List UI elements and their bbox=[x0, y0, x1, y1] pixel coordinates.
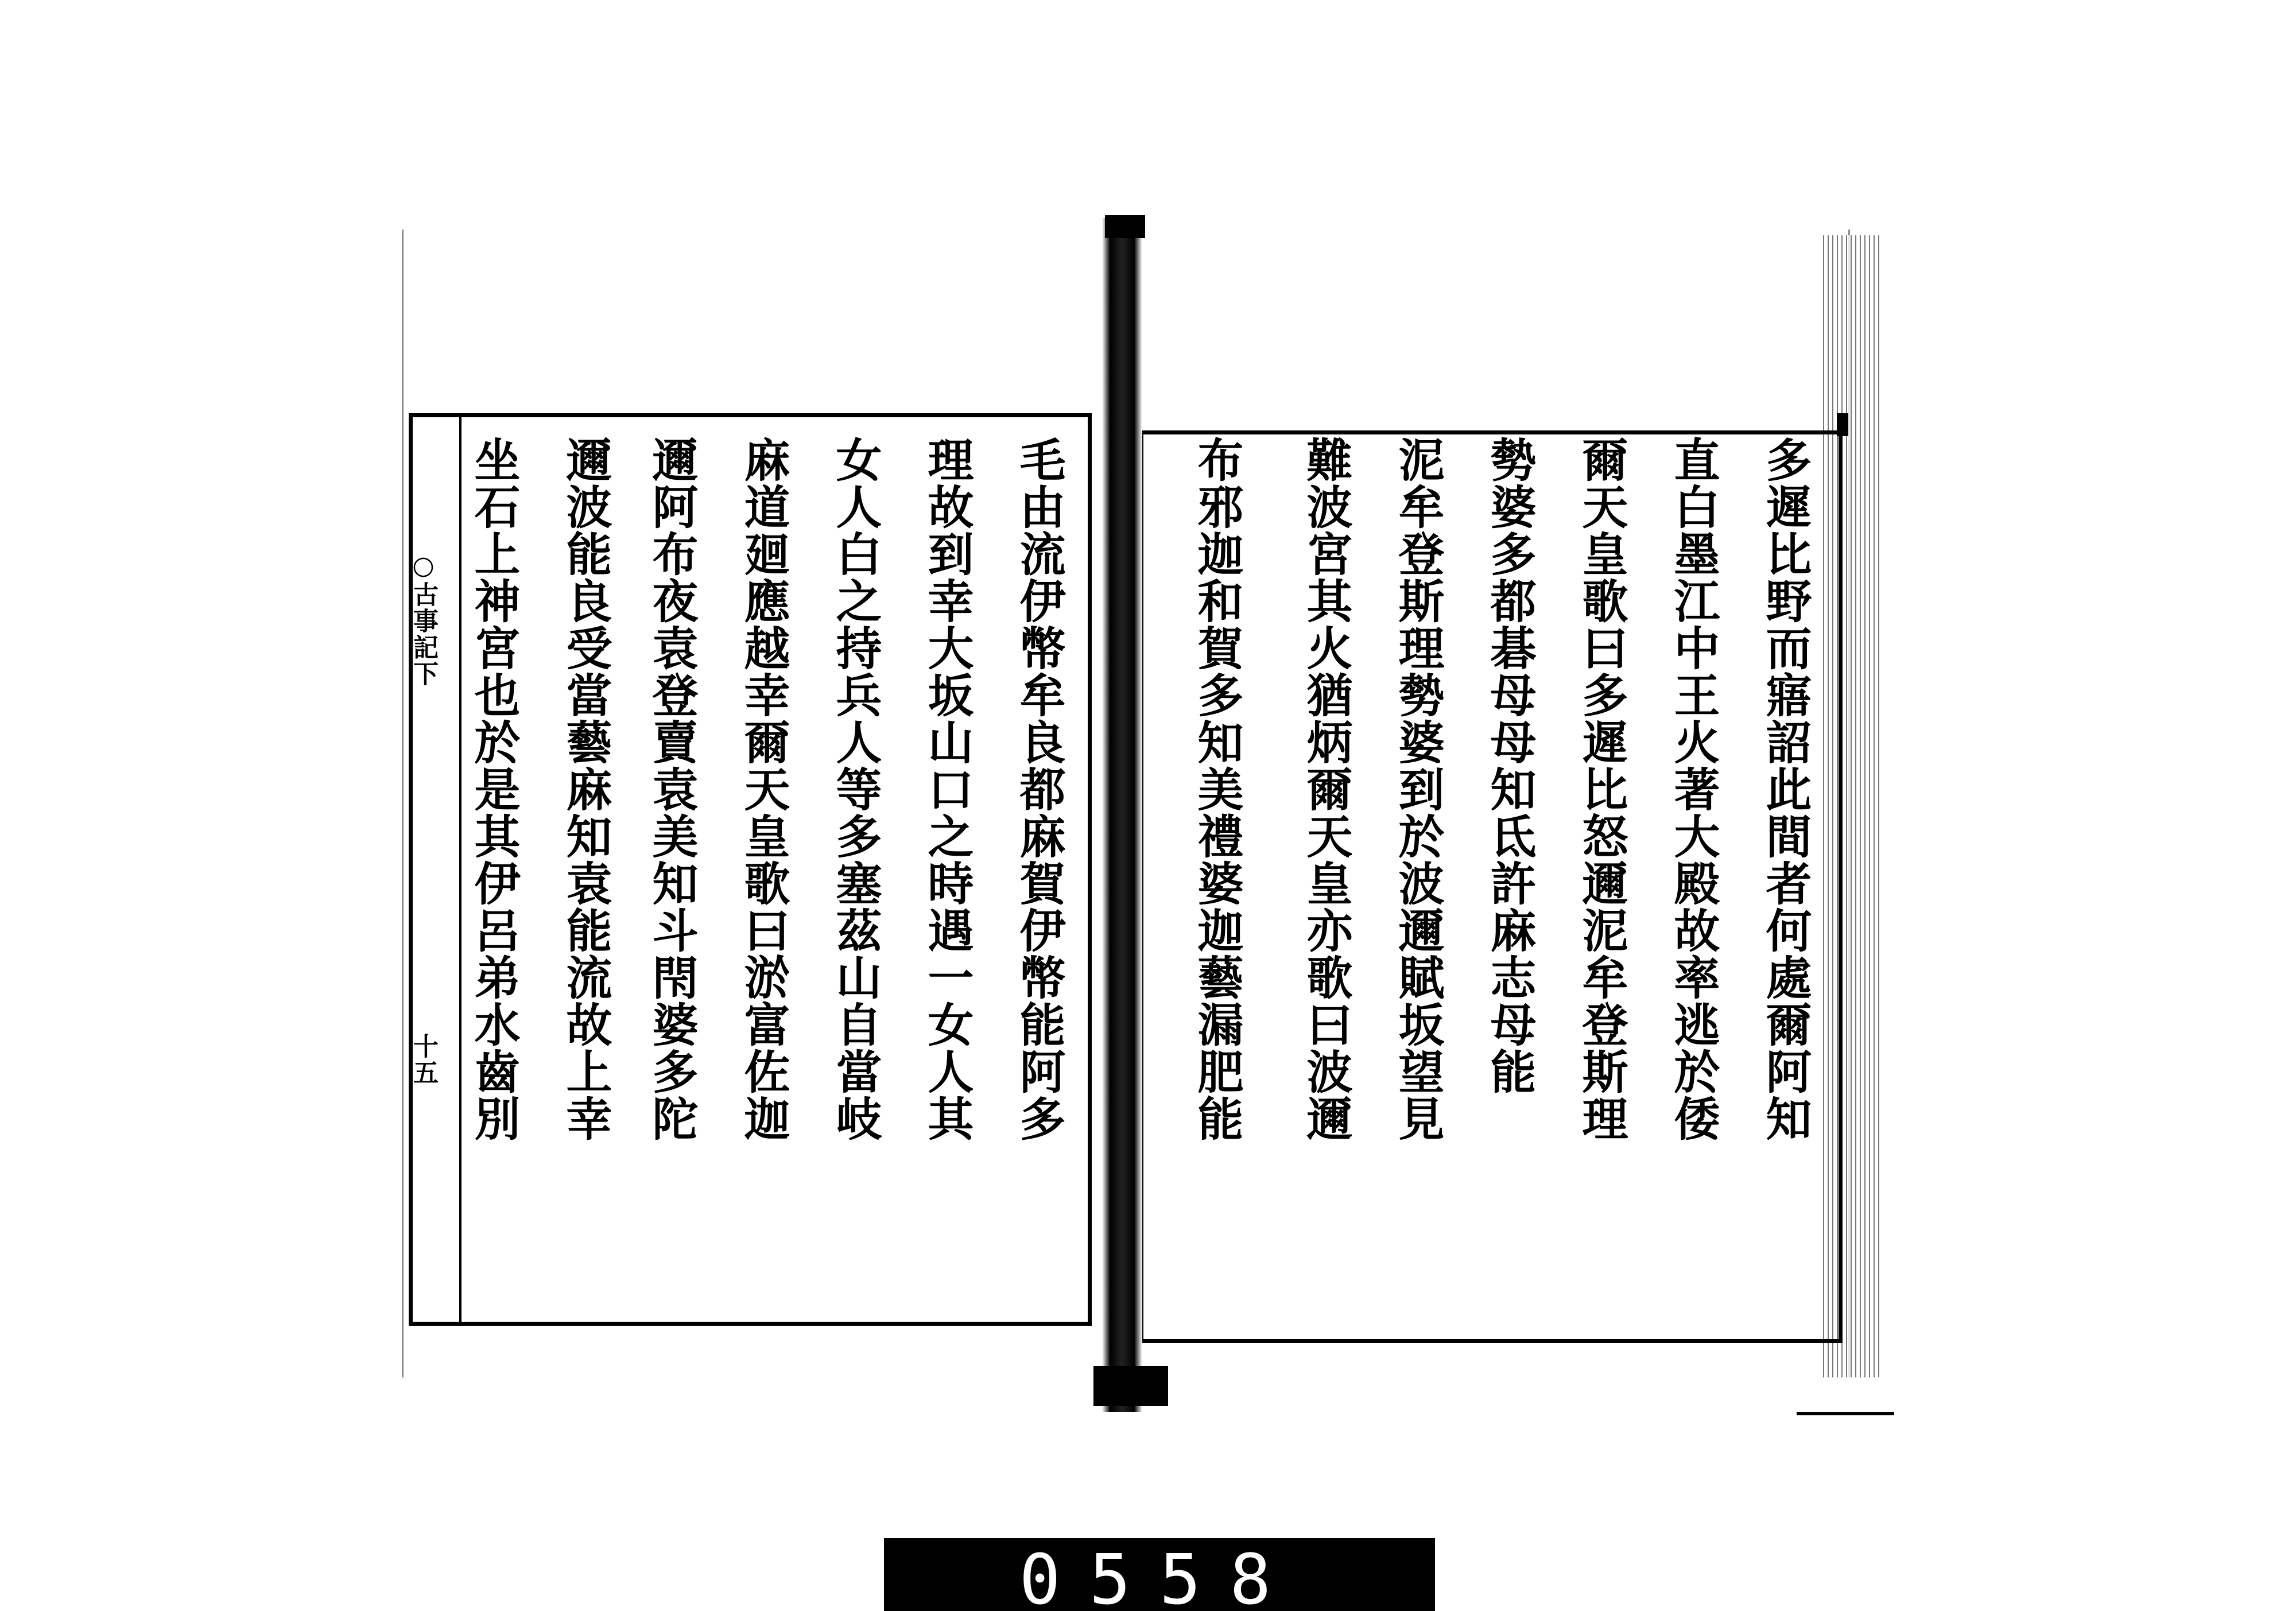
book-gutter bbox=[1102, 218, 1142, 1412]
text-column: 女人白之持兵人等多塞茲山自當岐 bbox=[828, 436, 882, 1142]
text-column: 勢婆多都碁母母知氐許麻志母能 bbox=[1483, 436, 1537, 1095]
text-column: 坐石上神宮也於是其伊呂弟水齒別 bbox=[467, 436, 521, 1142]
text-column: 布邪迦和賀多知美禮婆迦藝漏肥能 bbox=[1190, 436, 1244, 1142]
gutter-top-clip bbox=[1105, 215, 1145, 238]
text-column: 多遲比野而寤詔此間者何處爾阿知 bbox=[1758, 436, 1812, 1142]
corner-mark bbox=[1837, 413, 1848, 436]
bottom-edge-mark bbox=[1797, 1412, 1894, 1415]
text-column: 難波宮其火猶炳爾天皇亦歌曰波邇 bbox=[1299, 436, 1353, 1142]
text-column: 麻道廻應越幸爾天皇歌曰淤富佐迦 bbox=[736, 436, 790, 1142]
text-column: 直白墨江中王火著大殿故率逃於倭 bbox=[1666, 436, 1720, 1142]
text-column: 毛由流伊幣牟良都麻賀伊幣能阿多 bbox=[1012, 436, 1066, 1142]
archive-number: 0558 bbox=[1019, 1550, 1300, 1611]
page-number: 十五 bbox=[409, 1033, 438, 1086]
text-column: 邇阿布夜袁登賣袁美知斗閇婆多陀 bbox=[645, 436, 699, 1142]
text-column: 理故到幸大坂山口之時遇一女人其 bbox=[920, 436, 974, 1142]
text-column: 泥牟登斯理勢婆到於波邇賦坂望見 bbox=[1391, 436, 1445, 1142]
gutter-bottom-clip bbox=[1093, 1366, 1168, 1406]
left-margin-rule bbox=[459, 417, 461, 1322]
text-column: 邇波能良受當藝麻知袁能流故上幸 bbox=[559, 436, 612, 1142]
margin-title: ○古事記下 bbox=[409, 551, 438, 687]
text-column: 爾天皇歌曰多遲比怒邇泥牟登斯理 bbox=[1574, 436, 1628, 1142]
